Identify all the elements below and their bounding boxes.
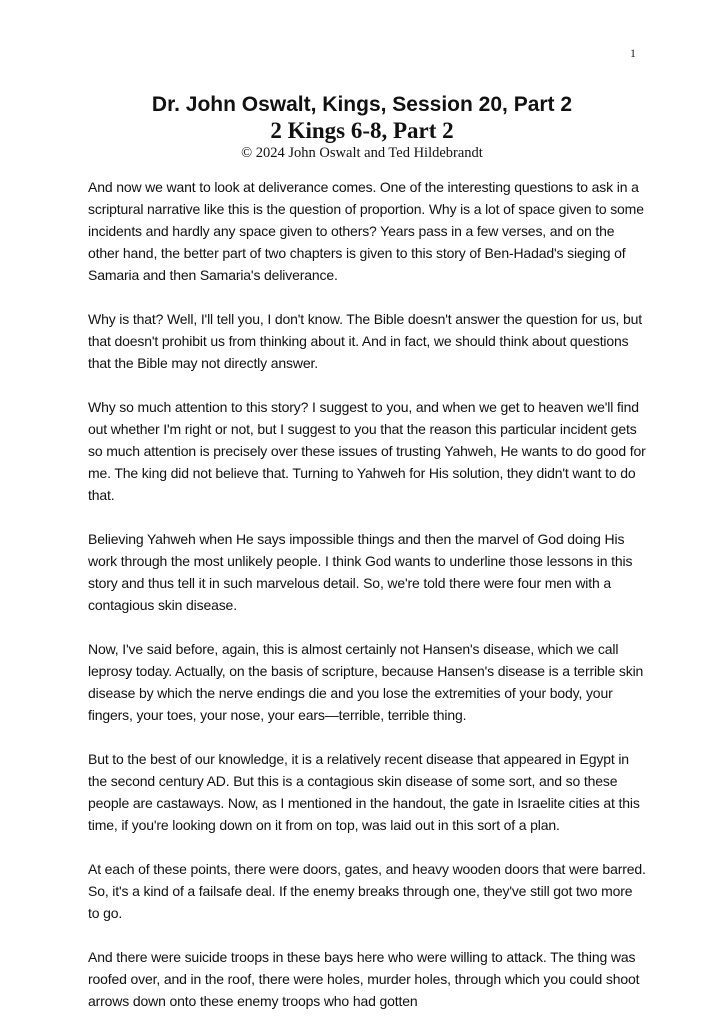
paragraph: Believing Yahweh when He says impossible things and then the marvel of God doing His work through the most unlikely people. I think God wants to underline those lessons in this story and thus tell it in such marvelous detail. So, we're told there were four men with a contagious skin disease. xyxy=(88,531,633,613)
paragraph: But to the best of our knowledge, it is a relatively recent disease that appeared in Egypt in the second century AD. But this is a contagious skin disease of some sort, and so these people are castaways. Now, as I mentioned in the handout, the gate in Israelite cities at this time, if you're looking down on it from on top, was laid out in this sort of a plan. xyxy=(88,751,640,833)
page-number: 1 xyxy=(630,46,636,60)
document-body xyxy=(88,176,646,1034)
paragraph: And there were suicide troops in these bays here who were willing to attack. The thing was roofed over, and in the roof, there were holes, murder holes, through which you could shoot arrows down onto these enemy troops who had gotten xyxy=(88,949,640,1009)
document-subtitle: 2 Kings 6-8, Part 2 xyxy=(270,118,454,143)
paragraph: At each of these points, there were doors, gates, and heavy wooden doors that were barred. So, it's a kind of a failsafe deal. If the enemy breaks through one, they've still got two more to go. xyxy=(88,861,646,921)
copyright-line: © 2024 John Oswalt and Ted Hildebrandt xyxy=(241,145,483,161)
document-title: Dr. John Oswalt, Kings, Session 20, Part 2 xyxy=(151,93,573,116)
paragraph: Why so much attention to this story? I suggest to you, and when we get to heaven we'll find out whether I'm right or not, but I suggest to you that the reason this particular incident gets so much attention is precisely over these issues of trusting Yahweh, He wants to do good for me. The king did not believe that. Turning to Yahweh for His solution, they didn't want to do that. xyxy=(88,399,646,503)
document-header xyxy=(0,92,724,162)
paragraph: Now, I've said before, again, this is almost certainly not Hansen's disease, which we call leprosy today. Actually, on the basis of scripture, because Hansen's disease is a terrible skin disease by which the nerve endings die and you lose the extremities of your body, your fingers, your toes, your nose, your ears—terrible, terrible thing. xyxy=(88,641,644,723)
paragraph: Why is that? Well, I'll tell you, I don't know. The Bible doesn't answer the question for us, but that doesn't prohibit us from thinking about it. And in fact, we should think about questions that the Bible may not directly answer. xyxy=(88,311,643,371)
paragraph: And now we want to look at deliverance comes. One of the interesting questions to ask in a scriptural narrative like this is the question of proportion. Why is a lot of space given to some incidents and hardly any space given to others? Years pass in a few verses, and on the other hand, the better part of two chapters is given to this story of Ben-Hadad's sieging of Samaria and then Samaria's deliverance. xyxy=(88,179,644,283)
